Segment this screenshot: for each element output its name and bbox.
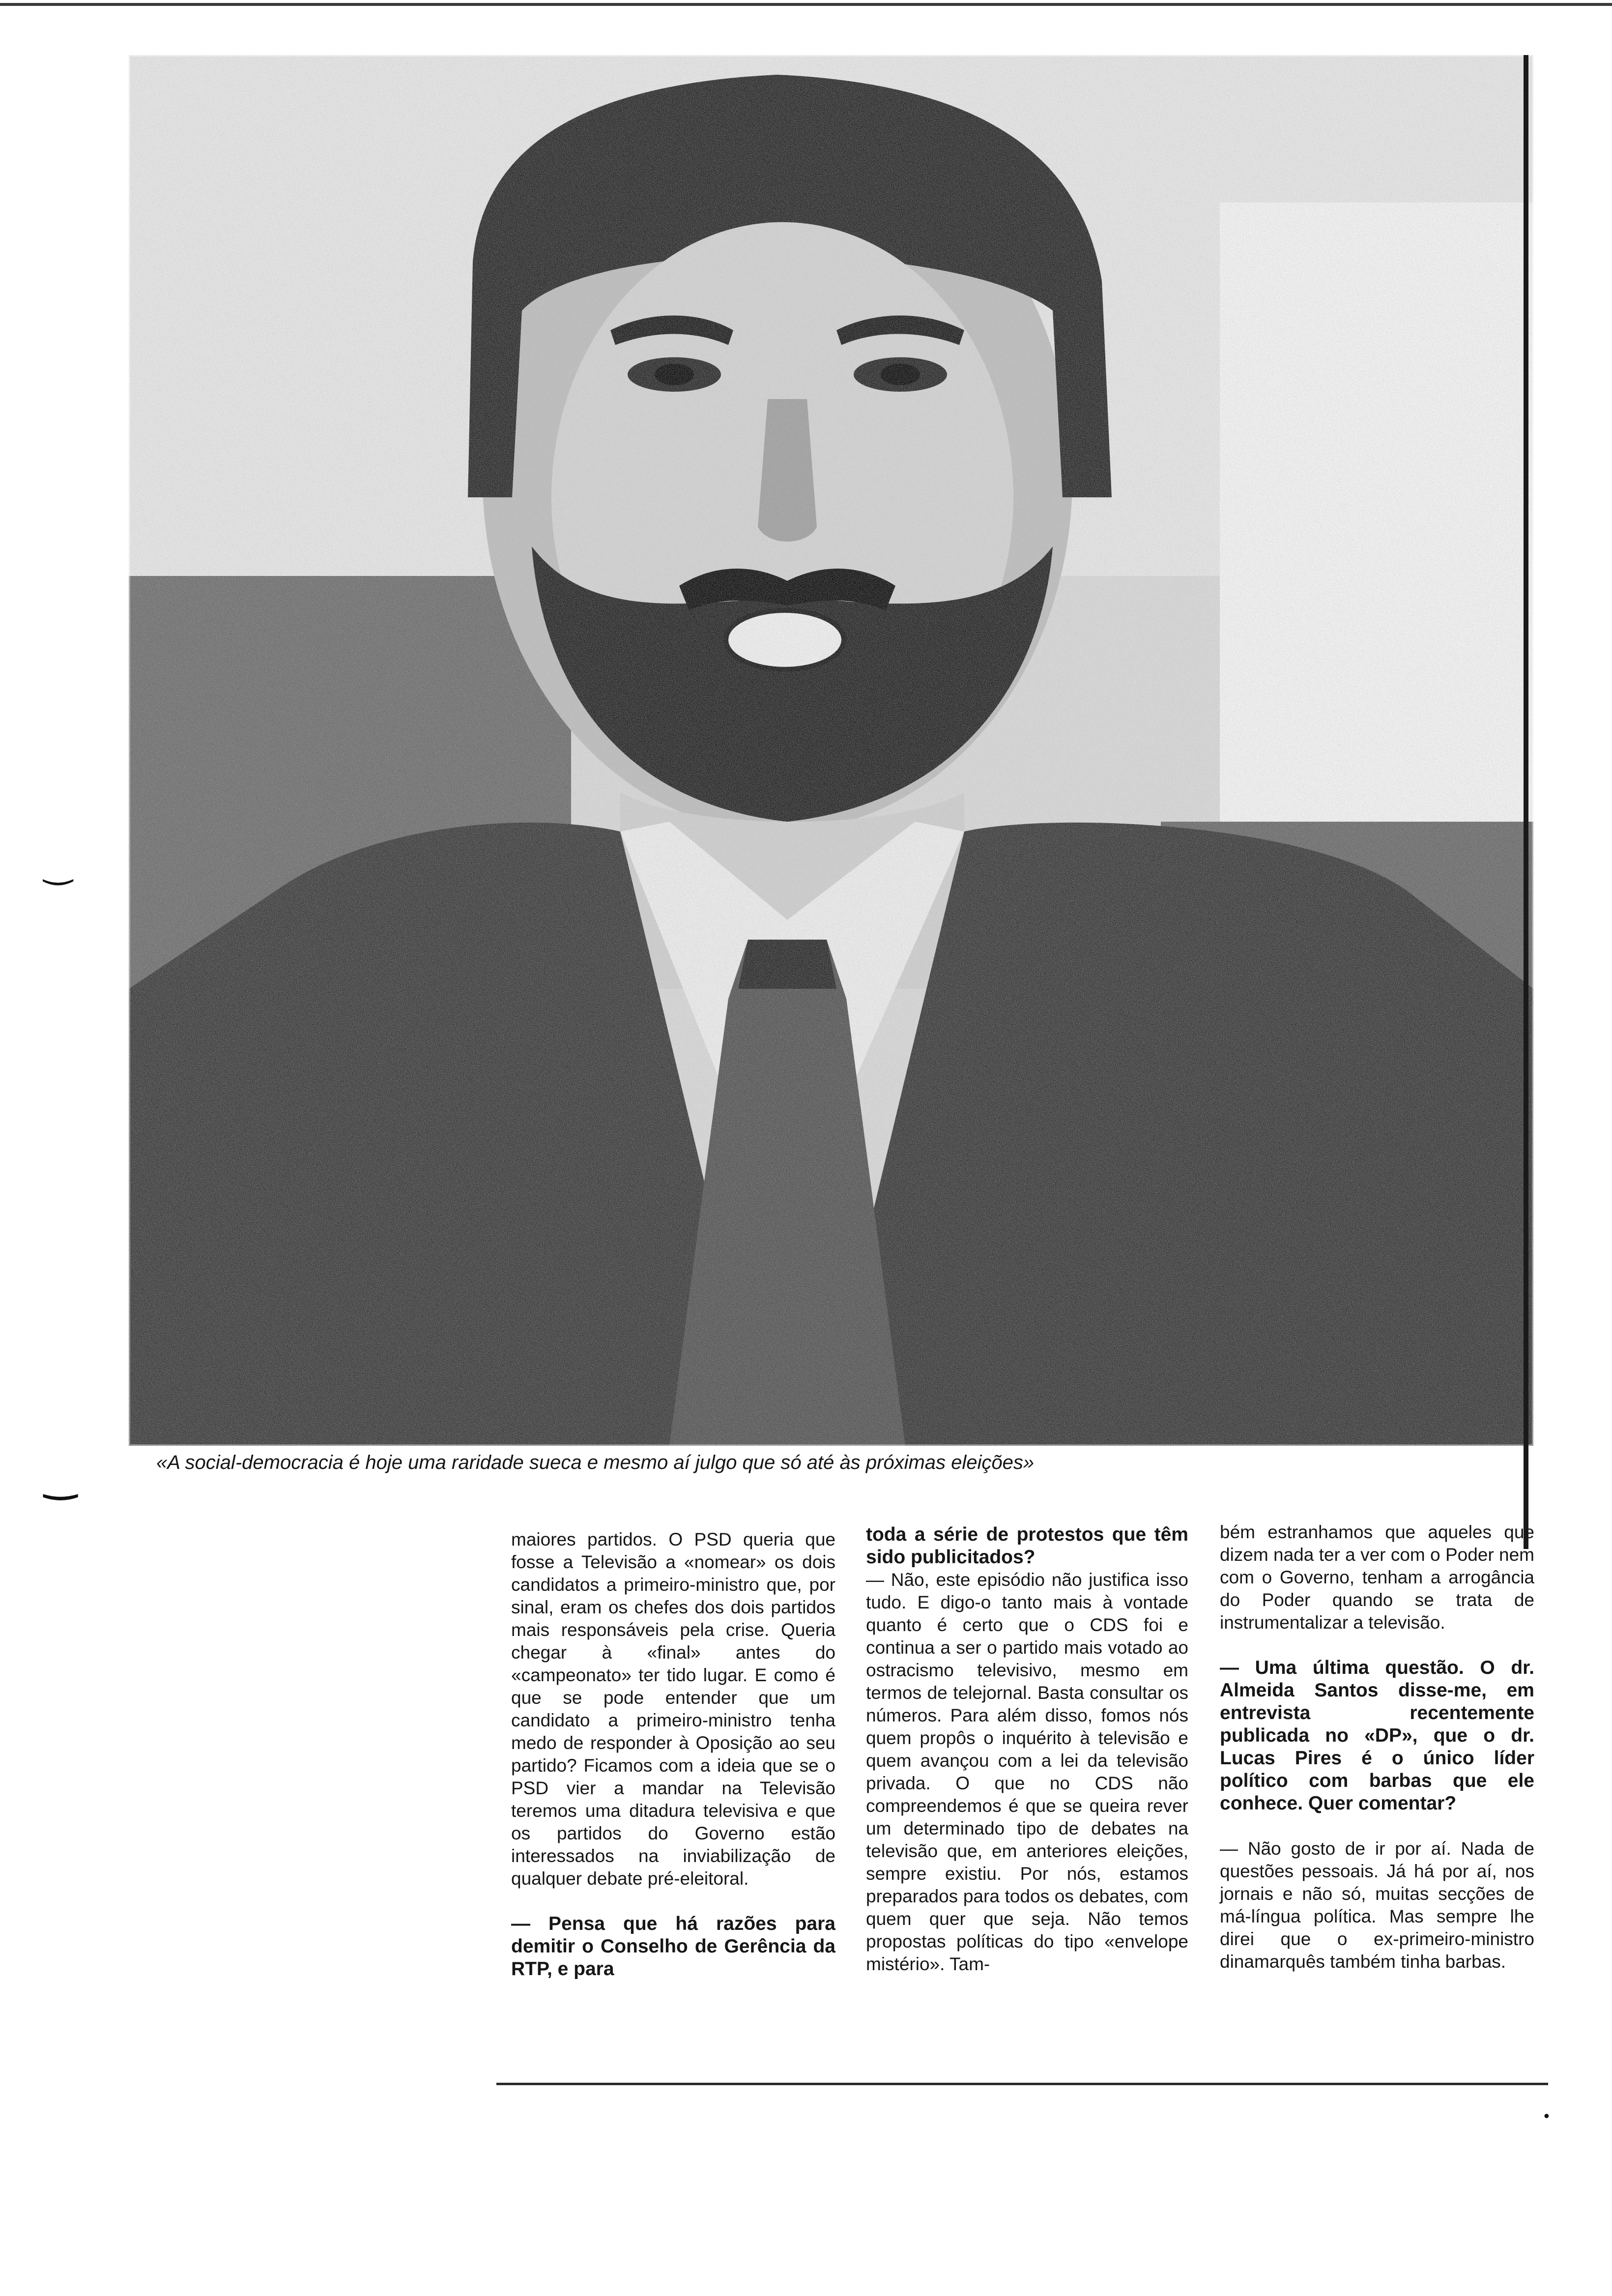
- margin-mark-icon: ‿: [44, 845, 72, 886]
- margin-mark-icon: ‿: [44, 1455, 77, 1500]
- article-column-2: [866, 1523, 1188, 1976]
- bottom-rule: [496, 2083, 1548, 2085]
- interview-question-continued: toda a série de protestos que têm sido publicitados?: [866, 1524, 1188, 1568]
- article-column-1: [511, 1528, 835, 1980]
- interview-answer: — Não, este episódio não justifica isso tudo. E digo-o tanto mais à vontade quanto é certo que o CDS foi e continua a ser o partido mais votado ao ostracismo televisivo, mesmo em termos de telejornal. Basta consultar os números. Para além disso, fomos nós quem propôs o inquérito à televisão e quem avançou com a lei da televisão privada. O que no CDS não compreendemos é que se queira rever um determinado tipo de debates na televisão que, em anteriores eleições, sempre existiu. Por nós, estamos preparados para todos os debates, com quem quer que seja. Não temos propostas políticas do tipo «envelope mistério». Tam-: [866, 1570, 1188, 1974]
- photo-caption: «A social-democracia é hoje uma raridade sueca e mesmo aí julgo que só até às próximas eleições»: [156, 1452, 1035, 1473]
- top-rule: [0, 3, 1612, 6]
- paragraph-gap: [1220, 1815, 1534, 1837]
- dot-mark-icon: •: [1542, 2108, 1551, 2125]
- portrait-photo: [129, 55, 1533, 1446]
- photo-border: [1524, 55, 1528, 1549]
- interview-answer-continued: bém estranhamos que aqueles que dizem nada ter a ver com o Poder nem com o Governo, tenham a arrogância do Poder quando se trata de instrumentalizar a televisão.: [1220, 1522, 1534, 1633]
- interview-answer: — Não gosto de ir por aí. Nada de questões pessoais. Já há por aí, nos jornais e não só, muitas secções de má-língua política. Mas sempre lhe direi que o ex-primeiro-ministro dinamarquês também tinha barbas.: [1220, 1838, 1534, 1972]
- article-column-3: [1220, 1521, 1534, 1973]
- paragraph: maiores partidos. O PSD queria que fosse a Televisão a «nomear» os dois candidatos a primeiro-ministro que, por sinal, eram os chefes dos dois partidos mais responsáveis pela crise. Queria chegar à «final» antes do «campeonato» ter tido lugar. E como é que se pode entender que um candidato a primeiro-ministro tenha medo de responder à Oposição ao seu partido? Ficamos com a ideia que se o PSD vier a mandar na Televisão teremos uma ditadura televisiva e que os partidos do Governo estão interessados na inviabilização de qualquer debate pré-eleitoral.: [511, 1529, 835, 1889]
- paragraph-gap: [1220, 1634, 1534, 1657]
- interview-question: — Pensa que há razões para demitir o Conselho de Gerência da RTP, e para: [511, 1913, 835, 1980]
- paragraph-gap: [511, 1890, 835, 1913]
- interview-question: — Uma última questão. O dr. Almeida Santos disse-me, em entrevista recentemente publicada no «DP», que o dr. Lucas Pires é o único líder político com barbas que ele conhece. Quer comentar?: [1220, 1657, 1534, 1814]
